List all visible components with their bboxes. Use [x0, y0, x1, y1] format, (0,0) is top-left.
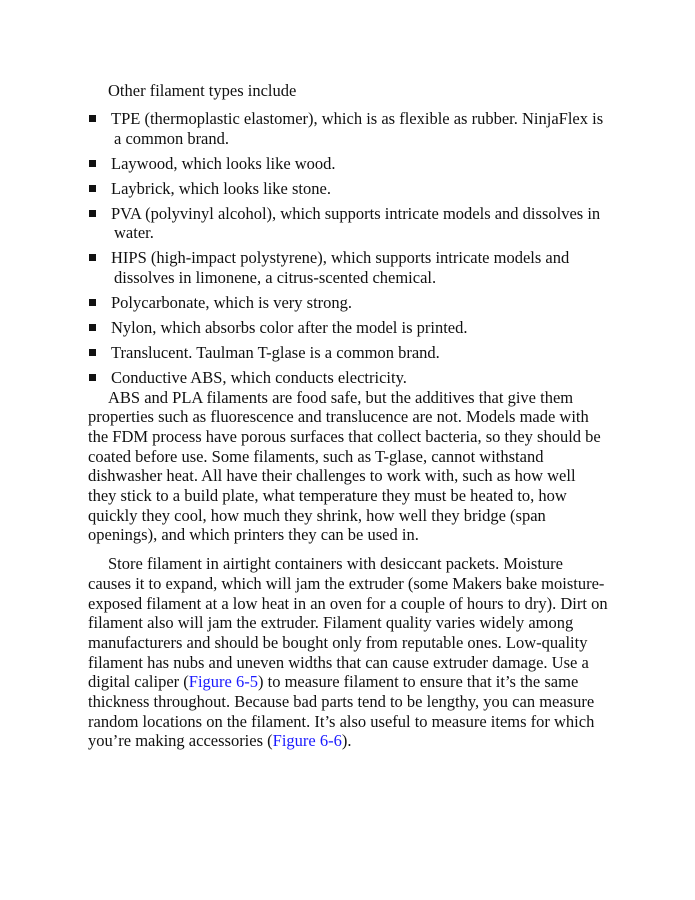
paragraph-food-safety: ABS and PLA filaments are food safe, but the additives that give them properties such as fluorescence and translucence are not. Models made with the FDM process have porous surfaces that collect bacteria, so they should be coated before use. Some filaments, such as T-glase, cannot withstand dishwasher heat. All have their challenges to work with, such as how well they stick to a build plate, what temperature they must be heated to, how quickly they cool, how much they shrink, how well they bridge (span openings), and which printers they can be used in. [88, 387, 601, 545]
square-bullet-icon [89, 374, 96, 381]
filament-type-list [88, 109, 608, 387]
square-bullet-icon [89, 299, 96, 306]
figure-6-5-link[interactable]: Figure 6-5 [188, 672, 258, 692]
paragraph-text: ). [341, 731, 352, 751]
square-bullet-icon [89, 349, 96, 356]
list-item: Nylon, which absorbs color after the model is printed. [88, 318, 608, 338]
intro-text: Other filament types include [108, 81, 297, 100]
square-bullet-icon [89, 324, 96, 331]
square-bullet-icon [89, 160, 96, 167]
paragraph-storage [88, 554, 608, 751]
paragraph-text: Store filament in airtight containers with desiccant packets. Moisture causes it to expand, which will jam the extruder (some Makers bake moisture-exposed filament at a low heat in an oven for a couple of hours to dry). Dirt on filament also will jam the extruder. Filament quality varies widely among manufacturers and should be bought only from reputable ones. Low-quality filament has nubs and uneven widths that can cause extruder damage. Use a digital caliper ( [88, 554, 608, 692]
list-item: TPE (thermoplastic elastomer), which is as flexible as rubber. NinjaFlex is a common brand. [88, 109, 608, 148]
figure-6-6-link[interactable]: Figure 6-6 [272, 731, 342, 751]
list-item: Laybrick, which looks like stone. [88, 179, 608, 199]
paragraph-text: ) to measure filament to ensure that it’s the same thickness throughout. Because bad parts tend to be lengthy, you can measure random locations on the filament. It’s also useful to measure items for which you’re making accessories ( [88, 672, 595, 751]
list-item: Conductive ABS, which conducts electricity. [88, 368, 608, 388]
list-item: HIPS (high-impact polystyrene), which supports intricate models and dissolves in limonene, a citrus-scented chemical. [88, 248, 608, 287]
page-content [88, 81, 608, 751]
square-bullet-icon [89, 185, 96, 192]
square-bullet-icon [89, 254, 96, 261]
square-bullet-icon [89, 115, 96, 122]
square-bullet-icon [89, 210, 96, 217]
list-item: Laywood, which looks like wood. [88, 154, 608, 174]
list-item: Translucent. Taulman T-glase is a common brand. [88, 343, 608, 363]
list-item: Polycarbonate, which is very strong. [88, 293, 608, 313]
list-item: PVA (polyvinyl alcohol), which supports intricate models and dissolves in water. [88, 204, 608, 243]
